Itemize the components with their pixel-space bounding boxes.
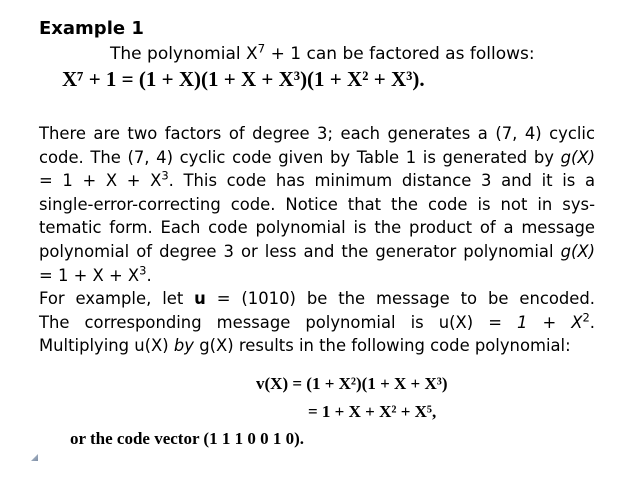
- codeword-equation-line-2: = 1 + X + X² + X⁵,: [308, 402, 437, 421]
- paragraph-line-8-prefix: For example, let: [39, 289, 195, 309]
- paragraph-line-9-math: 1 + X: [517, 312, 583, 332]
- paragraph-line-8-bold: u: [194, 289, 206, 309]
- example-heading: Example 1: [39, 18, 144, 39]
- decorative-corner-mark: [31, 454, 38, 461]
- factorization-equation: X⁷ + 1 = (1 + X)(1 + X + X³)(1 + X² + X³).: [62, 67, 425, 91]
- paragraph-line-9-prefix: The corresponding message polynomial is u(X) =: [39, 312, 517, 332]
- paragraph-line-6: [39, 240, 595, 264]
- paragraph-line-9-suffix: .: [589, 312, 595, 332]
- paragraph-line-7-prefix: = 1 + X + X: [39, 265, 140, 285]
- intro-exponent: 7: [257, 41, 266, 56]
- paragraph-line-8: [39, 287, 595, 311]
- paragraph-line-7-suffix: .: [146, 265, 152, 285]
- paragraph-line-3-suffix: . This code has minimum distance 3 and it is a: [168, 171, 595, 191]
- paragraph-line-3-prefix: = 1 + X + X: [39, 171, 162, 191]
- paragraph-line-3: [39, 169, 595, 193]
- intro-sentence: [110, 43, 535, 65]
- intro-prefix: The polynomial X: [110, 44, 258, 64]
- paragraph-line-5: tematic form. Each code polynomial is the product of a message: [39, 218, 595, 238]
- paragraph-line-10-prefix: Multiplying u(X): [39, 336, 174, 356]
- paragraph-line-10-suffix: g(X) results in the following code polynomial:: [194, 336, 571, 356]
- paragraph-line-7: [39, 264, 595, 288]
- main-paragraph: [39, 122, 595, 358]
- paragraph-line-9-superscript: 2: [582, 310, 590, 325]
- paragraph-line-10: [39, 334, 595, 358]
- paragraph-line-1: There are two factors of degree 3; each generates a (7, 4) cyclic: [39, 124, 595, 143]
- paragraph-line-2-math: g(X): [560, 147, 595, 167]
- paragraph-line-6-math: g(X): [560, 241, 595, 261]
- paragraph-line-9: [39, 311, 595, 335]
- paragraph-line-7-superscript: 3: [139, 263, 147, 278]
- paragraph-line-8-middle: = (1010) be the message to be encoded.: [205, 289, 595, 309]
- paragraph-line-4: single-error-correcting code. Notice that the code is not in sys-: [39, 194, 595, 214]
- codeword-equation-line-1: v(X) = (1 + X²)(1 + X + X³): [256, 374, 448, 393]
- paragraph-line-10-math: by: [173, 336, 195, 356]
- paragraph-line-2-prefix: code. The (7, 4) cyclic code given by Table 1 is generated by: [39, 147, 561, 167]
- intro-suffix: + 1 can be factored as follows:: [265, 44, 535, 64]
- paragraph-line-6-prefix: polynomial of degree 3 or less and the generator polynomial: [39, 241, 561, 261]
- paragraph-line-2: [39, 146, 595, 170]
- paragraph-line-3-superscript: 3: [161, 168, 169, 183]
- code-vector-line: or the code vector (1 1 1 0 0 1 0).: [70, 429, 305, 448]
